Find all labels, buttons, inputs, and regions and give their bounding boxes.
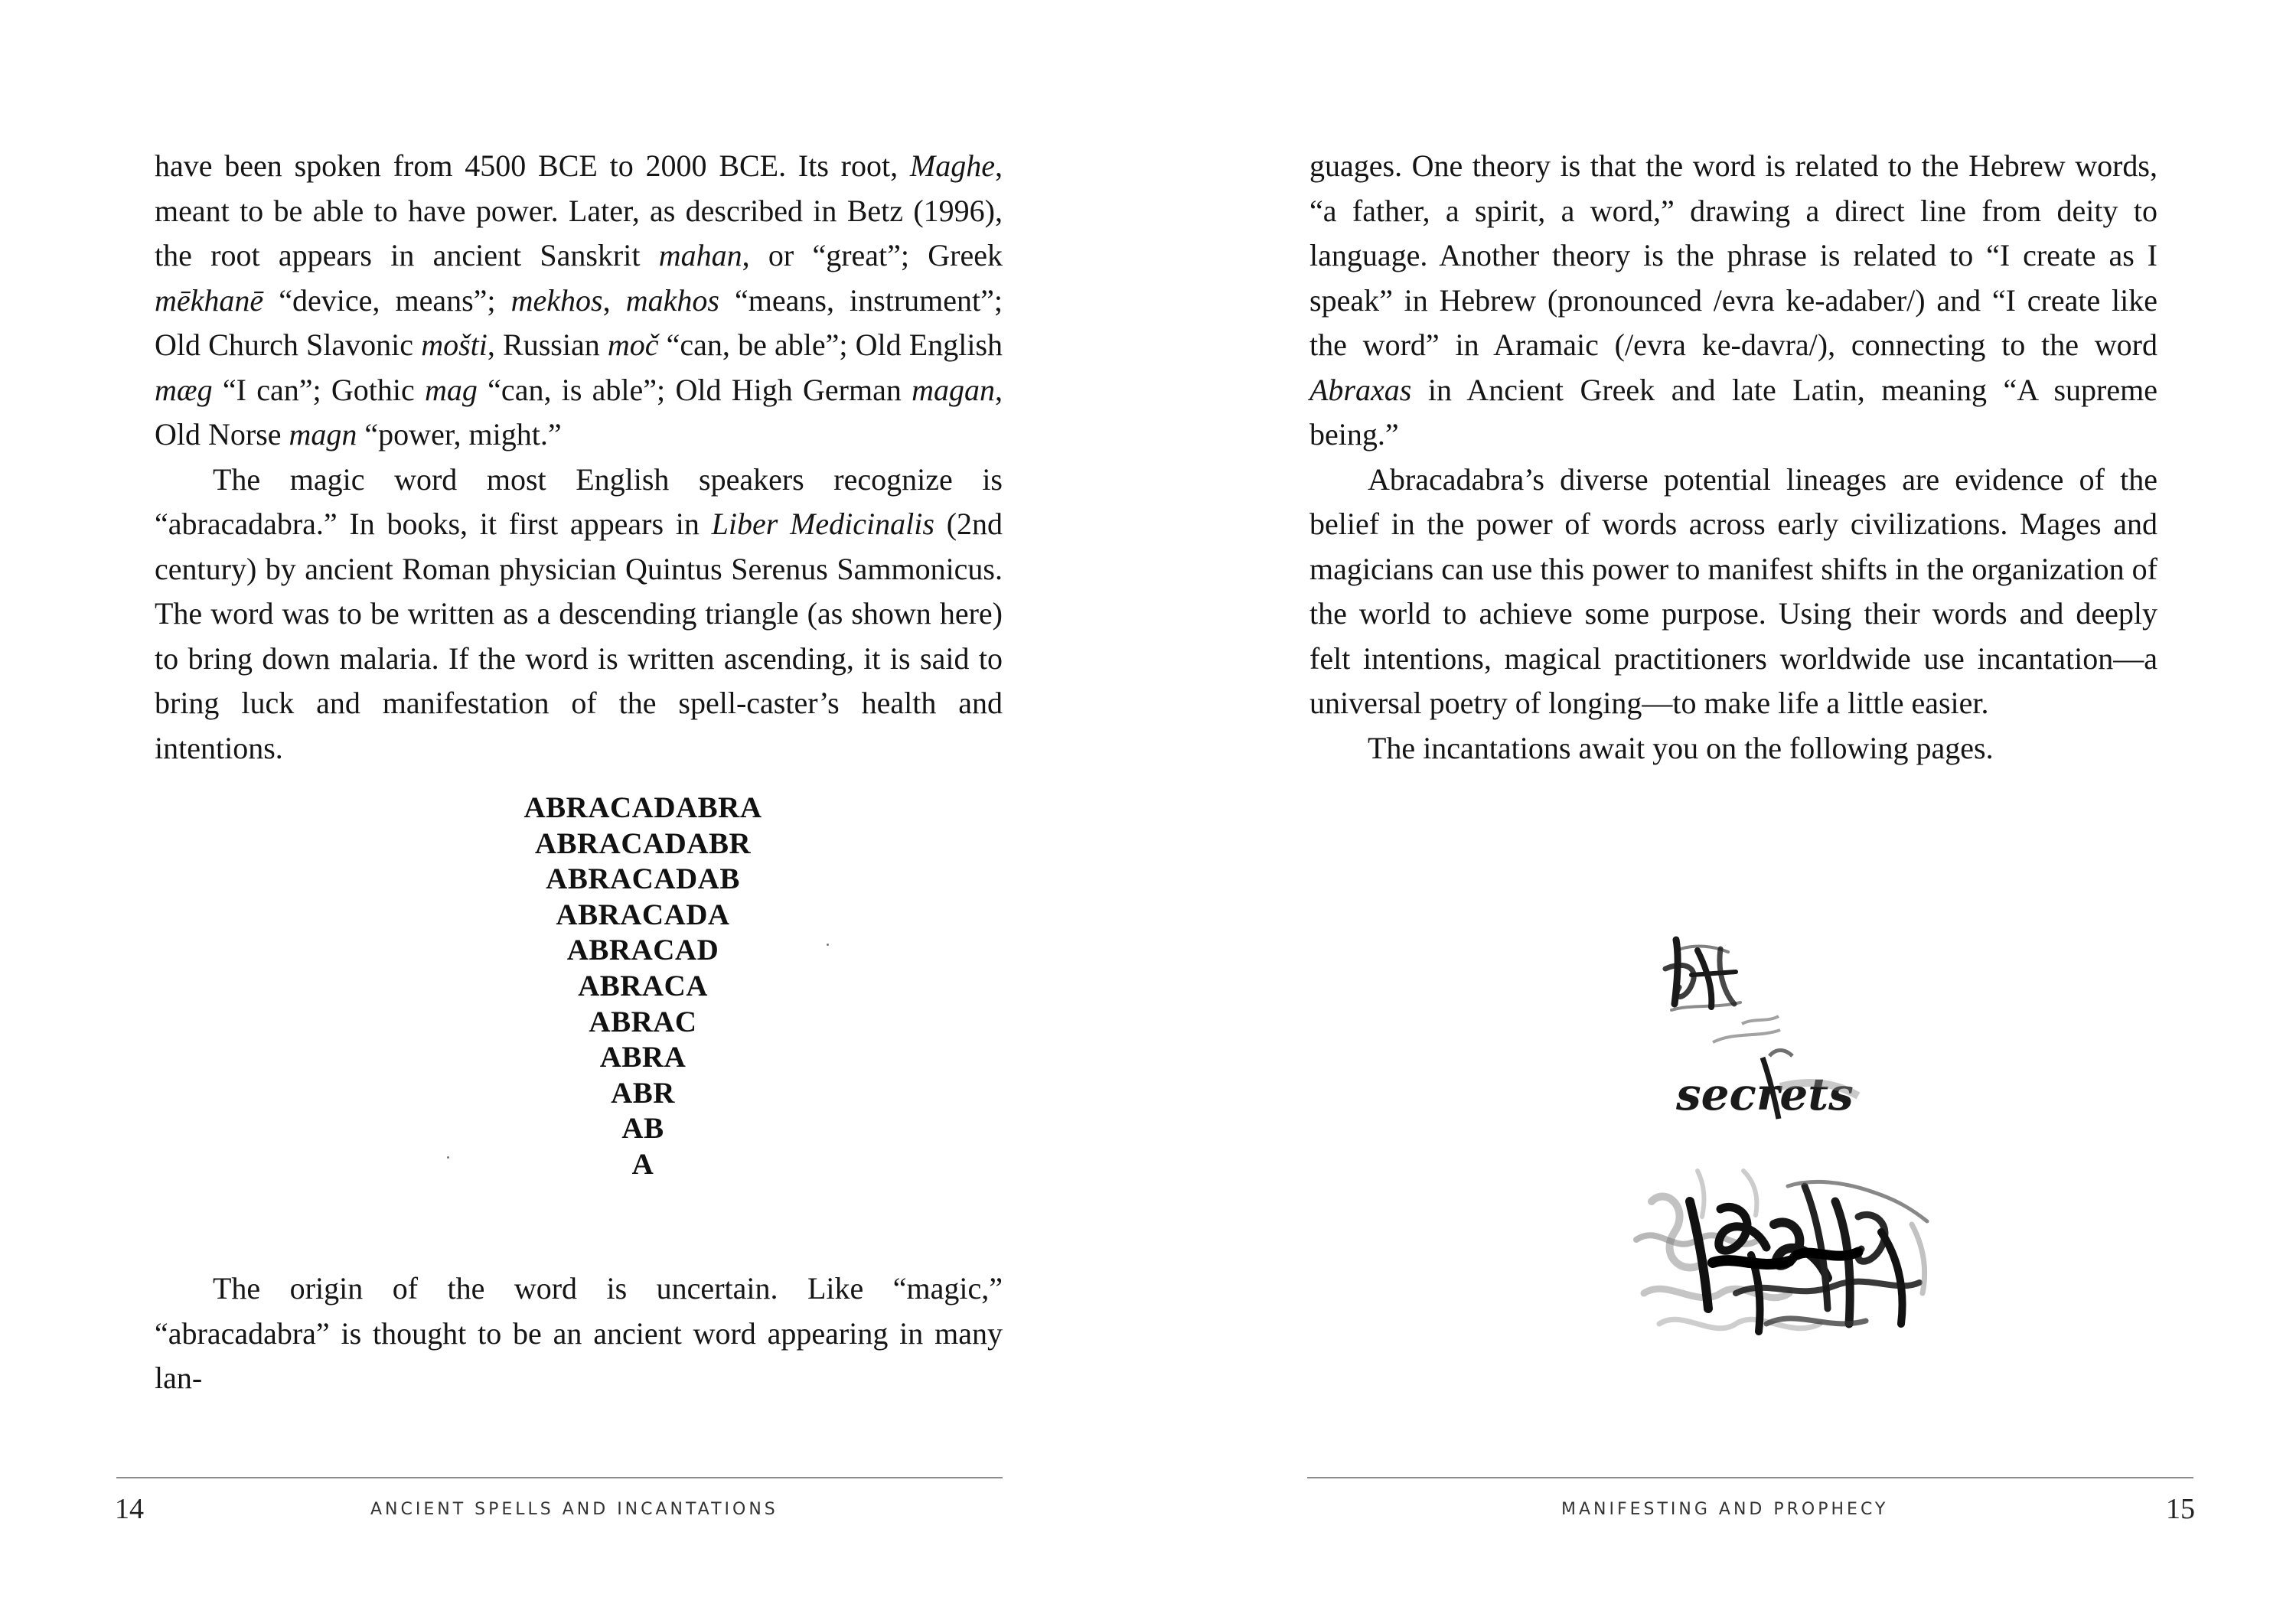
- triangle-line: ABRACAD: [566, 934, 719, 967]
- paragraph: [1309, 458, 2157, 726]
- italic-term: moč: [607, 328, 659, 362]
- text-run: , Old Norse: [155, 372, 1003, 451]
- text-run: , or “great”; Greek: [742, 238, 1003, 272]
- text-run: “can, is able”; Old High German: [477, 372, 912, 407]
- triangle-line: A: [631, 1147, 654, 1181]
- text-run: “I can”; Gothic: [212, 372, 426, 407]
- paragraph: [155, 144, 1003, 458]
- paragraph: [1309, 144, 2157, 458]
- italic-term: magn: [289, 417, 357, 451]
- text-run: The origin of the word is uncertain. Like “magic,” “abracadabra” is thought to be an ancient word appearing in many lan-: [155, 1271, 1003, 1395]
- triangle-line: ABRACADA: [556, 898, 730, 931]
- italic-term: mahan: [658, 238, 742, 272]
- page-number: 15: [2166, 1493, 2195, 1525]
- italic-term: magan: [912, 372, 995, 407]
- italic-term: mag: [425, 372, 478, 407]
- abracadabra-triangle-figure: [444, 790, 842, 1193]
- speck: [827, 944, 829, 946]
- secrets-text: secrets: [1676, 1068, 1854, 1120]
- page-number: 14: [115, 1493, 144, 1525]
- text-run: “power, might.”: [357, 417, 562, 451]
- triangle-line: ABRACADABRA: [523, 791, 762, 824]
- italic-term: mošti: [421, 328, 488, 362]
- italic-term: Liber Medicinalis: [711, 507, 934, 541]
- text-run: , meant to be able to have power. Later, as described in Betz (1996), the root appears in ancient Sanskrit: [155, 148, 1003, 272]
- footer-rule: [1307, 1477, 2193, 1478]
- text-run: The magic word most English speakers recognize is “abracadabra.” In books, it first appears in: [155, 461, 1003, 541]
- italic-term: mēkhanē: [155, 282, 264, 318]
- text-run: ,: [602, 282, 626, 318]
- triangle-line: ABRAC: [589, 1005, 697, 1038]
- italic-term: mekhos: [510, 282, 603, 318]
- triangle-line: AB: [621, 1112, 664, 1146]
- text-run: in Ancient Greek and late Latin, meaning “A supreme being.”: [1309, 372, 2157, 451]
- text-run: have been spoken from 4500 BCE to 2000 BCE. Its root,: [155, 148, 910, 183]
- text-run: “device, means”;: [263, 282, 511, 318]
- right-page: [1148, 0, 2296, 1607]
- triangle-line: ABRACA: [578, 969, 708, 1002]
- triangle-line: ABRA: [599, 1041, 687, 1074]
- text-run: Abracadabra’s diverse potential lineages are evidence of the belief in the power of words across early civilizations. Mages and magicians can use this power to manifest shifts in the organization of the world to achieve some purpose. Using their words and deeply felt intentions, magical practitioners worldwide use incantation—a universal poetry of longing—to make life a little easier.: [1309, 461, 2157, 720]
- paragraph: [155, 458, 1003, 771]
- italic-term: Maghe: [909, 148, 995, 183]
- left-page-body: [155, 144, 1003, 1401]
- text-run: guages. One theory is that the word is related to the Hebrew words, “a father, a spirit, a word,” drawing a direct line from deity to language. Another theory is the phrase is related to “I create as I speak” in Hebrew (pronounced /evra ke-adaber/) and “I create like the word” in Aramaic (/evra ke-davra/), connecting to the word: [1309, 148, 2157, 362]
- right-page-body: [1309, 144, 2157, 771]
- triangle-line: ABR: [611, 1076, 675, 1110]
- paragraph: [155, 1266, 1003, 1401]
- text-run: “can, be able”; Old English: [658, 328, 1003, 362]
- triangle-line: ABRACADABR: [534, 826, 752, 860]
- abracadabra-triangle: [444, 790, 842, 1183]
- calligraphy-illustration: [1606, 895, 1981, 1400]
- triangle-line: ABRACADAB: [546, 862, 740, 896]
- footer-rule: [116, 1477, 1003, 1478]
- text-run: (2nd century) by ancient Roman physician Quintus Serenus Sammonicus. The word was to be written as a descending triangle (as shown here) to bring down malaria. If the word is written ascending, it is said to bring luck and manifestation of the spell-caster’s health and intentions.: [155, 507, 1003, 765]
- running-head: ANCIENT SPELLS AND INCANTATIONS: [370, 1500, 778, 1519]
- text-run: The incantations await you on the following pages.: [1368, 730, 1994, 765]
- running-head: MANIFESTING AND PROPHECY: [1561, 1500, 1889, 1519]
- italic-term: makhos: [625, 282, 719, 318]
- text-run: , Russian: [487, 328, 608, 362]
- italic-term: mæg: [155, 372, 213, 407]
- italic-term: Abraxas: [1309, 372, 1412, 407]
- speck: [447, 1156, 449, 1159]
- text-run: “means, instrument”; Old Church Slavonic: [155, 282, 1003, 362]
- paragraph: [1309, 726, 2157, 771]
